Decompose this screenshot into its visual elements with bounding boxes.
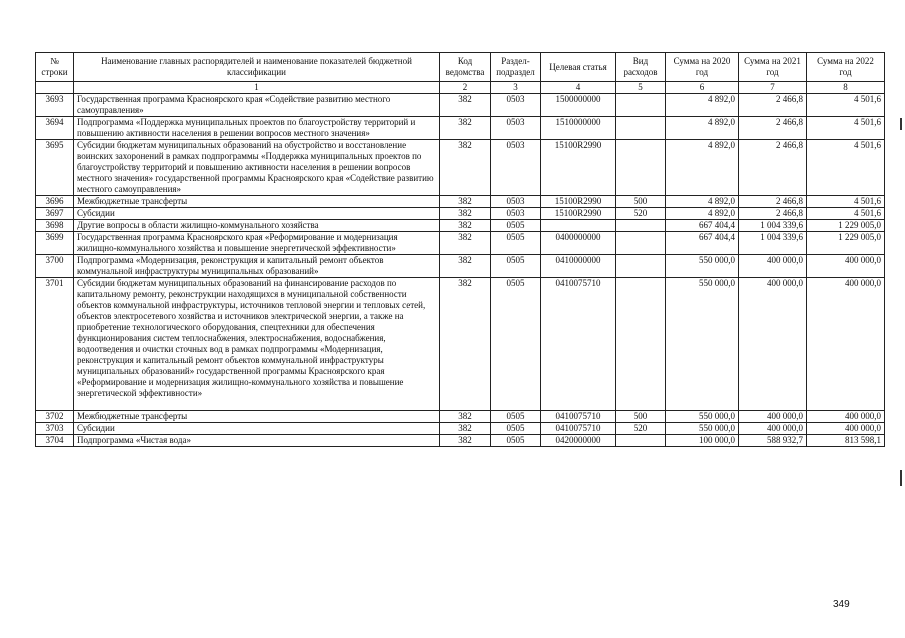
ved-code-cell: 382 bbox=[440, 435, 491, 447]
budget-table bbox=[35, 52, 885, 447]
ved-code-cell: 382 bbox=[440, 255, 491, 278]
row-number-cell: 3702 bbox=[36, 411, 74, 423]
razdel-cell: 0503 bbox=[491, 94, 541, 117]
sum-2022-cell: 4 501,6 bbox=[807, 94, 885, 117]
row-name-cell: Субсидии бюджетам муниципальных образований на обустройство и восстановление воинских захоронений в рамках подпрограммы «Поддержка муниципальных проектов по благоустройству территорий и повышению активности населения в решении вопросов местного значения» государственной программы Красноярского края «Содействие развитию местного самоуправления» bbox=[74, 140, 440, 196]
ved-code-cell: 382 bbox=[440, 208, 491, 220]
sum-2021-cell: 400 000,0 bbox=[739, 423, 807, 435]
row-number-cell: 3696 bbox=[36, 196, 74, 208]
row-number-cell: 3703 bbox=[36, 423, 74, 435]
table-row bbox=[36, 255, 885, 278]
target-article-cell: 1510000000 bbox=[541, 117, 616, 140]
target-article-cell bbox=[541, 220, 616, 232]
ved-code-cell: 382 bbox=[440, 411, 491, 423]
row-name-cell: Другие вопросы в области жилищно-коммунального хозяйства bbox=[74, 220, 440, 232]
target-article-cell: 1500000000 bbox=[541, 94, 616, 117]
expense-type-cell: 520 bbox=[616, 208, 666, 220]
table-row bbox=[36, 94, 885, 117]
table-row bbox=[36, 196, 885, 208]
row-name-cell: Подпрограмма «Модернизация, реконструкция и капитальный ремонт объектов коммунальной инфраструктуры муниципальных образований» bbox=[74, 255, 440, 278]
ved-code-cell: 382 bbox=[440, 423, 491, 435]
row-name-cell: Подпрограмма «Чистая вода» bbox=[74, 435, 440, 447]
ved-code-cell: 382 bbox=[440, 117, 491, 140]
target-article-cell: 0410075710 bbox=[541, 411, 616, 423]
table-row bbox=[36, 232, 885, 255]
sum-2022-cell: 813 598,1 bbox=[807, 435, 885, 447]
sum-2020-cell: 667 404,4 bbox=[666, 220, 739, 232]
row-name-cell: Субсидии bbox=[74, 423, 440, 435]
sum-2022-cell: 1 229 005,0 bbox=[807, 232, 885, 255]
sum-2020-cell: 4 892,0 bbox=[666, 140, 739, 196]
sum-2021-cell: 400 000,0 bbox=[739, 278, 807, 411]
ved-code-cell: 382 bbox=[440, 94, 491, 117]
table-row bbox=[36, 208, 885, 220]
razdel-cell: 0505 bbox=[491, 411, 541, 423]
sum-2022-cell: 4 501,6 bbox=[807, 196, 885, 208]
table-row bbox=[36, 140, 885, 196]
sum-2020-cell: 4 892,0 bbox=[666, 208, 739, 220]
sum-2020-cell: 4 892,0 bbox=[666, 196, 739, 208]
column-number-cell: 5 bbox=[616, 82, 666, 94]
target-article-cell: 15100R2990 bbox=[541, 208, 616, 220]
target-article-cell: 15100R2990 bbox=[541, 196, 616, 208]
razdel-cell: 0505 bbox=[491, 278, 541, 411]
sum-2022-cell: 400 000,0 bbox=[807, 423, 885, 435]
expense-type-cell bbox=[616, 140, 666, 196]
sum-2022-cell: 4 501,6 bbox=[807, 117, 885, 140]
expense-type-cell bbox=[616, 117, 666, 140]
expense-type-cell bbox=[616, 232, 666, 255]
column-number-cell: 2 bbox=[440, 82, 491, 94]
column-number-cell: 7 bbox=[739, 82, 807, 94]
column-number-cell: 1 bbox=[74, 82, 440, 94]
sum-2022-cell: 400 000,0 bbox=[807, 278, 885, 411]
ved-code-cell: 382 bbox=[440, 220, 491, 232]
sum-2020-cell: 550 000,0 bbox=[666, 255, 739, 278]
razdel-cell: 0503 bbox=[491, 117, 541, 140]
razdel-cell: 0505 bbox=[491, 423, 541, 435]
column-number-cell: 6 bbox=[666, 82, 739, 94]
scan-edge-mark bbox=[900, 118, 902, 130]
row-number-cell: 3697 bbox=[36, 208, 74, 220]
expense-type-cell bbox=[616, 255, 666, 278]
sum-2022-cell: 400 000,0 bbox=[807, 255, 885, 278]
target-article-cell: 15100R2990 bbox=[541, 140, 616, 196]
sum-2020-cell: 550 000,0 bbox=[666, 411, 739, 423]
header-cell: Код ведомства bbox=[440, 53, 491, 82]
expense-type-cell: 520 bbox=[616, 423, 666, 435]
header-cell: № строки bbox=[36, 53, 74, 82]
sum-2021-cell: 2 466,8 bbox=[739, 208, 807, 220]
expense-type-cell bbox=[616, 278, 666, 411]
razdel-cell: 0505 bbox=[491, 435, 541, 447]
sum-2022-cell: 4 501,6 bbox=[807, 208, 885, 220]
ved-code-cell: 382 bbox=[440, 140, 491, 196]
header-cell: Сумма на 2020 год bbox=[666, 53, 739, 82]
expense-type-cell: 500 bbox=[616, 411, 666, 423]
row-number-cell: 3701 bbox=[36, 278, 74, 411]
table-row bbox=[36, 423, 885, 435]
sum-2020-cell: 550 000,0 bbox=[666, 423, 739, 435]
razdel-cell: 0505 bbox=[491, 220, 541, 232]
sum-2021-cell: 1 004 339,6 bbox=[739, 220, 807, 232]
row-name-cell: Межбюджетные трансферты bbox=[74, 196, 440, 208]
target-article-cell: 0400000000 bbox=[541, 232, 616, 255]
column-number-row bbox=[36, 82, 885, 94]
table-row bbox=[36, 411, 885, 423]
header-cell: Раздел-подраздел bbox=[491, 53, 541, 82]
row-name-cell: Межбюджетные трансферты bbox=[74, 411, 440, 423]
razdel-cell: 0503 bbox=[491, 140, 541, 196]
target-article-cell: 0410075710 bbox=[541, 278, 616, 411]
ved-code-cell: 382 bbox=[440, 196, 491, 208]
row-name-cell: Государственная программа Красноярского края «Содействие развитию местного самоуправления» bbox=[74, 94, 440, 117]
sum-2022-cell: 1 229 005,0 bbox=[807, 220, 885, 232]
sum-2021-cell: 400 000,0 bbox=[739, 255, 807, 278]
row-number-cell: 3695 bbox=[36, 140, 74, 196]
razdel-cell: 0503 bbox=[491, 208, 541, 220]
expense-type-cell: 500 bbox=[616, 196, 666, 208]
row-number-cell: 3693 bbox=[36, 94, 74, 117]
sum-2022-cell: 4 501,6 bbox=[807, 140, 885, 196]
row-number-cell: 3700 bbox=[36, 255, 74, 278]
row-number-cell: 3704 bbox=[36, 435, 74, 447]
table-row bbox=[36, 278, 885, 411]
sum-2021-cell: 2 466,8 bbox=[739, 196, 807, 208]
sum-2021-cell: 1 004 339,6 bbox=[739, 232, 807, 255]
header-row bbox=[36, 53, 885, 82]
target-article-cell: 0410000000 bbox=[541, 255, 616, 278]
sum-2021-cell: 2 466,8 bbox=[739, 117, 807, 140]
table-row bbox=[36, 220, 885, 232]
sum-2020-cell: 550 000,0 bbox=[666, 278, 739, 411]
row-name-cell: Субсидии бюджетам муниципальных образований на финансирование расходов по капитальному ремонту, реконструкции находящихся в муниципальной собственности объектов коммунальной инфраструктуры, источников тепловой энергии и тепловых сетей, объектов электросетевого хозяйства и источников электрической энергии, а также на приобретение технологического оборудования, спецтехники для обеспечения функционирования систем теплоснабжения, электроснабжения, водоснабжения, водоотведения и очистки сточных вод в рамках подпрограммы «Модернизация, реконструкция и капитальный ремонт объектов коммунальной инфраструктуры муниципальных образований» государственной программы Красноярского края «Реформирование и модернизация жилищно-коммунального хозяйства и повышение энергетической эффективности» bbox=[74, 278, 440, 411]
sum-2021-cell: 588 932,7 bbox=[739, 435, 807, 447]
header-cell: Целевая статья bbox=[541, 53, 616, 82]
row-name-cell: Государственная программа Красноярского края «Реформирование и модернизация жилищно-коммунального хозяйства и повышение энергетической эффективности» bbox=[74, 232, 440, 255]
row-number-cell: 3699 bbox=[36, 232, 74, 255]
sum-2020-cell: 4 892,0 bbox=[666, 117, 739, 140]
sum-2022-cell: 400 000,0 bbox=[807, 411, 885, 423]
column-number-cell: 8 bbox=[807, 82, 885, 94]
sum-2021-cell: 400 000,0 bbox=[739, 411, 807, 423]
target-article-cell: 0410075710 bbox=[541, 423, 616, 435]
row-number-cell: 3694 bbox=[36, 117, 74, 140]
scan-edge-mark bbox=[900, 470, 902, 486]
expense-type-cell bbox=[616, 94, 666, 117]
row-number-cell: 3698 bbox=[36, 220, 74, 232]
column-number-cell: 4 bbox=[541, 82, 616, 94]
expense-type-cell bbox=[616, 220, 666, 232]
razdel-cell: 0503 bbox=[491, 196, 541, 208]
header-cell: Вид расходов bbox=[616, 53, 666, 82]
header-cell: Сумма на 2022 год bbox=[807, 53, 885, 82]
table-row bbox=[36, 435, 885, 447]
expense-type-cell bbox=[616, 435, 666, 447]
table-row bbox=[36, 117, 885, 140]
target-article-cell: 0420000000 bbox=[541, 435, 616, 447]
sum-2020-cell: 667 404,4 bbox=[666, 232, 739, 255]
ved-code-cell: 382 bbox=[440, 232, 491, 255]
sum-2020-cell: 100 000,0 bbox=[666, 435, 739, 447]
column-number-cell bbox=[36, 82, 74, 94]
razdel-cell: 0505 bbox=[491, 255, 541, 278]
header-cell: Сумма на 2021 год bbox=[739, 53, 807, 82]
page-number: 349 bbox=[833, 599, 850, 610]
sum-2020-cell: 4 892,0 bbox=[666, 94, 739, 117]
sum-2021-cell: 2 466,8 bbox=[739, 94, 807, 117]
column-number-cell: 3 bbox=[491, 82, 541, 94]
sum-2021-cell: 2 466,8 bbox=[739, 140, 807, 196]
ved-code-cell: 382 bbox=[440, 278, 491, 411]
razdel-cell: 0505 bbox=[491, 232, 541, 255]
header-cell: Наименование главных распорядителей и наименование показателей бюджетной классификации bbox=[74, 53, 440, 82]
row-name-cell: Подпрограмма «Поддержка муниципальных проектов по благоустройству территорий и повышению активности населения в решении вопросов местного значения» bbox=[74, 117, 440, 140]
row-name-cell: Субсидии bbox=[74, 208, 440, 220]
table-body bbox=[36, 94, 885, 447]
